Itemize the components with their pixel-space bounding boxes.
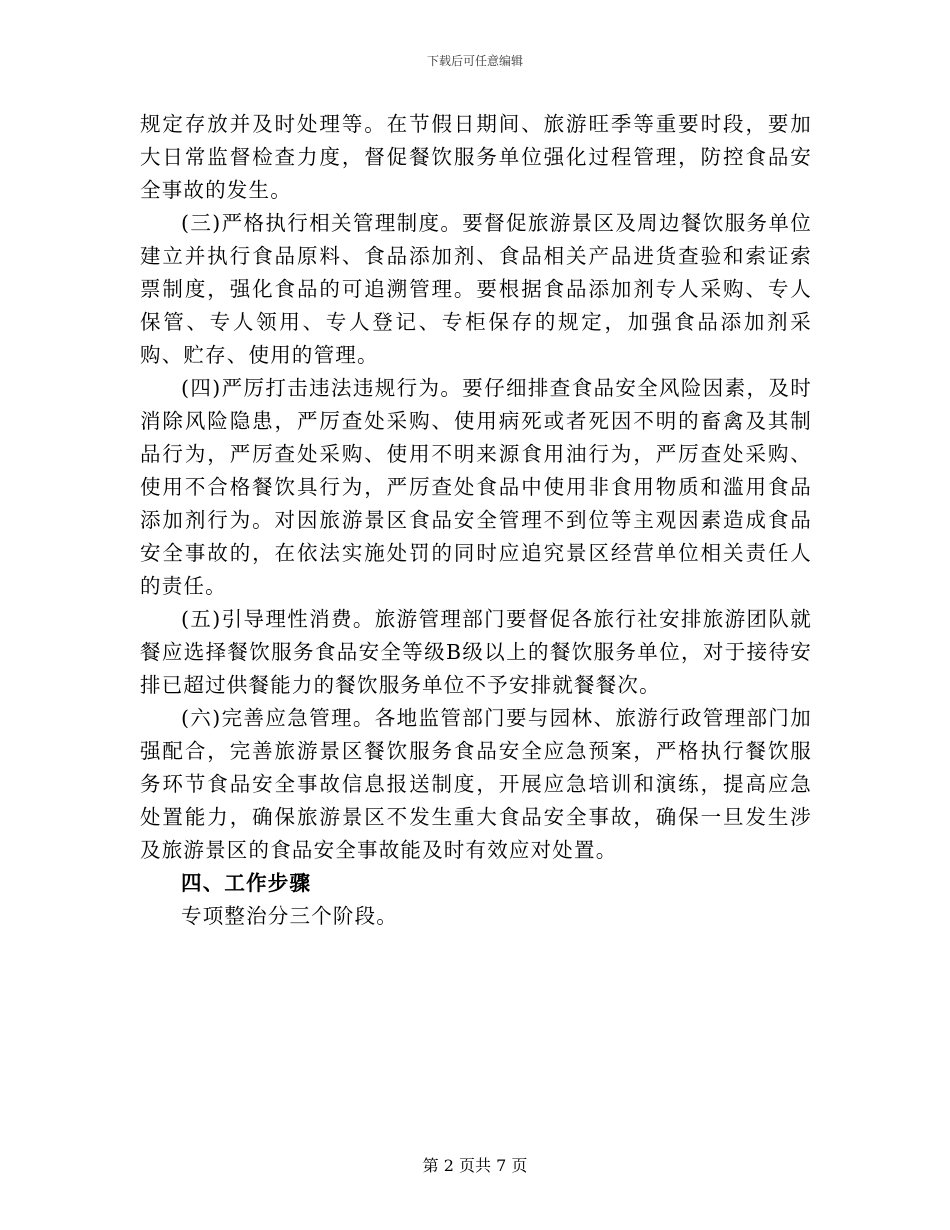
section-intro: 专项整治分三个阶段。 <box>181 904 398 928</box>
paragraph-item-6: (六)完善应急管理。各地监管部门要与园林、旅游行政管理部门加强配合，完善旅游景区餐饮服务食品安全应急预案，严格执行餐饮服务环节食品安全事故信息报送制度，开展应急培训和演练，提高应急处置能力，确保旅游景区不发生重大食品安全事故，确保一旦发生涉及旅游景区的食品安全事故能及时有效应对处置。 <box>140 706 812 862</box>
document-body <box>140 108 812 933</box>
paragraph-item-3: (三)严格执行相关管理制度。要督促旅游景区及周边餐饮服务单位建立并执行食品原料、食品添加剂、食品相关产品进货查验和索证索票制度，强化食品的可追溯管理。要根据食品添加剂专人采购、专人保管、专人领用、专人登记、专柜保存的规定，加强食品添加剂采购、贮存、使用的管理。 <box>140 211 812 367</box>
paragraph-item-4: (四)严厉打击违法违规行为。要仔细排查食品安全风险因素，及时消除风险隐患，严厉查处采购、使用病死或者死因不明的畜禽及其制品行为，严厉查处采购、使用不明来源食用油行为，严厉查处采购、使用不合格餐饮具行为，严厉查处食品中使用非食用物质和滥用食品添加剂行为。对因旅游景区食品安全管理不到位等主观因素造成食品安全事故的，在依法实施处罚的同时应追究景区经营单位相关责任人的责任。 <box>140 376 812 598</box>
section-heading: 四、工作步骤 <box>181 871 312 895</box>
page-header: 下载后可任意编辑 <box>426 54 523 68</box>
paragraph-continuation: 规定存放并及时处理等。在节假日期间、旅游旺季等重要时段，要加大日常监督检查力度，督促餐饮服务单位强化过程管理，防控食品安全事故的发生。 <box>140 112 812 202</box>
page-number: 第 2 页共 7 页 <box>422 1156 528 1175</box>
paragraph-item-5: (五)引导理性消费。旅游管理部门要督促各旅行社安排旅游团队就餐应选择餐饮服务食品安全等级B级以上的餐饮服务单位，对于接待安排已超过供餐能力的餐饮服务单位不予安排就餐餐次。 <box>140 607 812 697</box>
